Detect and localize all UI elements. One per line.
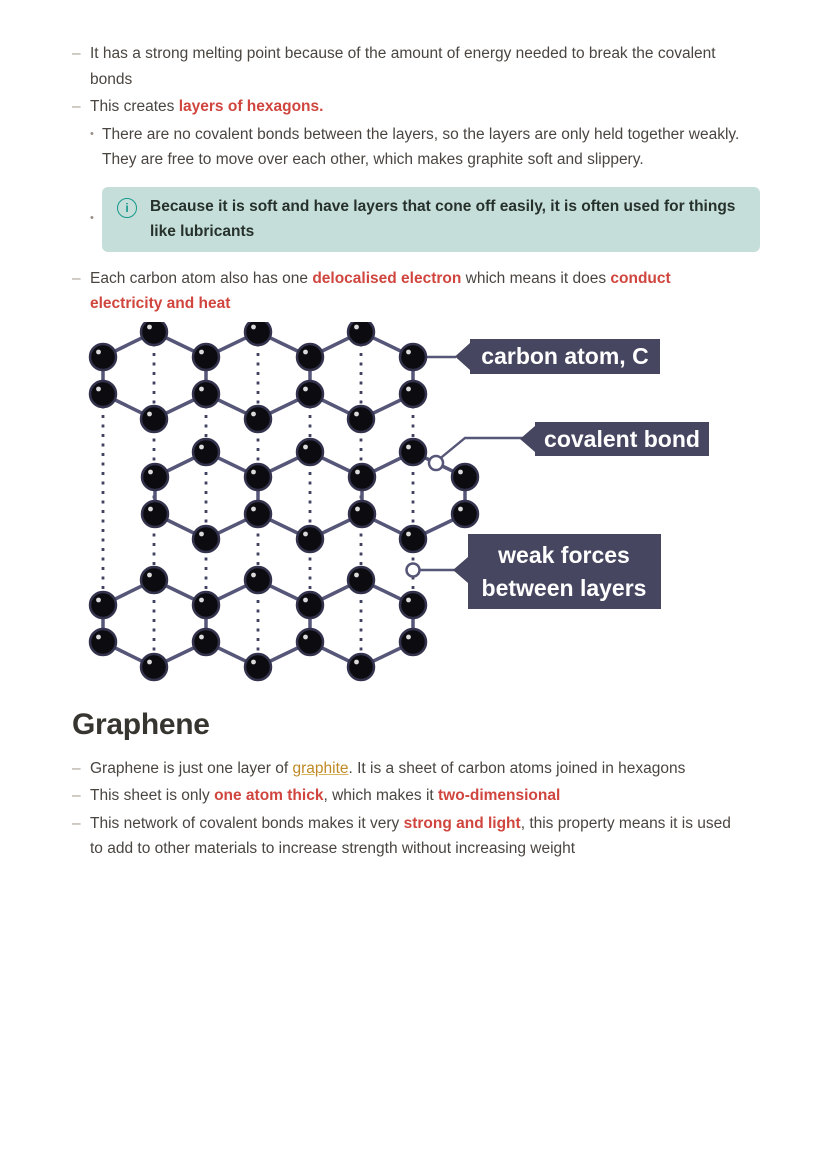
atom-highlight [199, 349, 204, 354]
graphite-diagram-svg [85, 322, 730, 687]
dash-bullet-marker: – [72, 269, 81, 287]
carbon-atom [400, 592, 426, 618]
highlight-red: conduct electricity and heat [90, 269, 671, 312]
atom-highlight [199, 386, 204, 391]
text-segment: Graphene is just one layer of [90, 759, 293, 777]
carbon-atom [141, 654, 167, 680]
carbon-atom [297, 629, 323, 655]
text-segment: , this property means it is used to add to other materials to increase strength without increasing weight [90, 814, 731, 857]
text-segment: . It is a sheet of carbon atoms joined in hexagons [348, 759, 686, 777]
atom-highlight [148, 506, 153, 511]
atom-highlight [96, 597, 101, 602]
carbon-atom [297, 381, 323, 407]
carbon-atom [400, 344, 426, 370]
bullet-text [90, 41, 738, 92]
carbon-atom [90, 344, 116, 370]
carbon-atom [90, 381, 116, 407]
carbon-atom [400, 439, 426, 465]
dash-bullet-marker: – [72, 45, 81, 62]
graphite-structure-diagram [85, 322, 760, 687]
atom-highlight [147, 659, 152, 664]
graphite-bullet-list-2 [72, 265, 760, 318]
atom-highlight [199, 444, 204, 449]
carbon-atom [245, 406, 271, 432]
highlight-red: one atom thick [214, 787, 324, 804]
atom-highlight [147, 411, 152, 416]
label-notch [455, 343, 470, 370]
carbon-atom [90, 629, 116, 655]
carbon-atom [193, 344, 219, 370]
atom-highlight [406, 349, 411, 354]
atom-highlight [354, 659, 359, 664]
label-carbon-atom [455, 339, 660, 374]
text-segment: which means it does [461, 269, 611, 287]
carbon-atom [141, 406, 167, 432]
bullet-text [90, 756, 685, 782]
carbon-atom [348, 567, 374, 593]
covalent-bond-ring-marker [429, 456, 443, 470]
label-notch [453, 557, 468, 583]
carbon-atom [400, 629, 426, 655]
label-text: between layers [481, 574, 647, 601]
atom-highlight [96, 386, 101, 391]
atom-highlight [147, 324, 152, 329]
bullet-text [90, 266, 738, 317]
carbon-atom [297, 439, 323, 465]
atom-highlight [355, 506, 360, 511]
bullet-item [72, 755, 760, 783]
carbon-atom [193, 592, 219, 618]
bullet-item [72, 40, 760, 93]
graphene-heading: Graphene [72, 707, 210, 741]
text-segment: It has a strong melting point because of the amount of energy needed to break the covalent bonds [90, 45, 716, 88]
bullet-item [72, 782, 760, 810]
atom-highlight [251, 324, 256, 329]
dash-bullet-marker: – [72, 759, 81, 777]
atom-highlight [354, 572, 359, 577]
covalent-bond-leader-line [437, 438, 533, 461]
atom-highlight [251, 506, 256, 511]
carbon-atom [193, 381, 219, 407]
atom-highlight [251, 572, 256, 577]
atom-highlight [303, 634, 308, 639]
weak-force-ring-marker [407, 563, 420, 576]
dot-bullet-marker: • [90, 127, 94, 140]
atom-highlight [96, 634, 101, 639]
text-segment: This creates [90, 98, 179, 115]
carbon-atom [141, 322, 167, 345]
text-segment: This network of covalent bonds makes it very [90, 814, 404, 832]
graphene-bullet-list [72, 755, 760, 863]
carbon-atom [348, 654, 374, 680]
carbon-atom [452, 501, 478, 527]
atom-highlight [458, 506, 463, 511]
carbon-atom [245, 567, 271, 593]
text-segment: , which makes it [323, 787, 439, 804]
carbon-atom [141, 567, 167, 593]
dot-bullet-marker: • [90, 212, 94, 225]
callout [102, 187, 760, 252]
dash-bullet-marker: – [72, 814, 81, 832]
carbon-atom [297, 526, 323, 552]
atom-highlight [199, 597, 204, 602]
atom-highlight [147, 572, 152, 577]
atom-highlight [96, 349, 101, 354]
highlight-red: layers of hexagons. [178, 98, 324, 115]
highlight-red: delocalised electron [312, 269, 462, 287]
atom-highlight [355, 469, 360, 474]
carbon-atom [452, 464, 478, 490]
dash-bullet-marker: – [72, 98, 81, 115]
bullet-item [72, 810, 760, 863]
atom-highlight [303, 531, 308, 536]
carbon-atom [90, 592, 116, 618]
carbon-atom [400, 381, 426, 407]
carbon-atom [193, 526, 219, 552]
graphite-page-link[interactable]: graphite [292, 759, 349, 777]
carbon-atom [349, 501, 375, 527]
bullet-text [102, 122, 750, 173]
atom-highlight [354, 324, 359, 329]
atom-highlight [148, 469, 153, 474]
text-segment: There are no covalent bonds between the layers, so the layers are only held together weakly. They are free to move over each other, which makes graphite soft and slippery. [102, 125, 740, 168]
carbon-atom [142, 501, 168, 527]
carbon-atom [193, 439, 219, 465]
bullet-item [72, 93, 760, 121]
carbon-atom [245, 501, 271, 527]
atom-highlight [303, 386, 308, 391]
carbon-atom [349, 464, 375, 490]
label-weak-forces [453, 534, 661, 609]
atom-highlight [251, 469, 256, 474]
carbon-atom [400, 526, 426, 552]
text-segment: Each carbon atom also has one [90, 269, 313, 287]
dash-bullet-marker: – [72, 787, 81, 804]
carbon-atom [245, 322, 271, 345]
bullet-text [90, 783, 560, 809]
atom-highlight [406, 386, 411, 391]
carbon-atom [193, 629, 219, 655]
carbon-atom [142, 464, 168, 490]
label-covalent-bond [520, 422, 709, 456]
info-icon: i [117, 198, 137, 218]
carbon-atom [348, 406, 374, 432]
atom-highlight [251, 659, 256, 664]
atom-highlight [406, 597, 411, 602]
atom-highlight [251, 411, 256, 416]
callout-bullet-row [90, 187, 760, 252]
atom-highlight [303, 597, 308, 602]
atom-highlight [458, 469, 463, 474]
atom-highlight [199, 531, 204, 536]
atom-highlight [354, 411, 359, 416]
bullet-item [72, 265, 760, 318]
atom-highlight [406, 531, 411, 536]
label-text: weak forces [498, 541, 630, 568]
highlight-red: strong and light [403, 814, 521, 832]
atoms-layer [90, 322, 478, 680]
highlight-red: two-dimensional [438, 787, 561, 804]
sub-bullet-item [90, 121, 760, 174]
carbon-atom [297, 592, 323, 618]
atom-highlight [199, 634, 204, 639]
callout-text: Because it is soft and have layers that cone off easily, it is often used for things like lubricants [150, 197, 736, 240]
text-segment: This sheet is only [90, 787, 215, 804]
bullet-text [90, 811, 738, 862]
atom-highlight [303, 444, 308, 449]
label-text: covalent bond [544, 425, 700, 452]
carbon-atom [348, 322, 374, 345]
atom-highlight [406, 634, 411, 639]
graphite-bullet-list [72, 40, 760, 174]
carbon-atom [245, 654, 271, 680]
label-text: carbon atom, C [481, 342, 649, 369]
carbon-atom [245, 464, 271, 490]
carbon-atom [297, 344, 323, 370]
bullet-text [90, 94, 323, 120]
label-notch [520, 426, 535, 452]
atom-highlight [303, 349, 308, 354]
atom-highlight [406, 444, 411, 449]
